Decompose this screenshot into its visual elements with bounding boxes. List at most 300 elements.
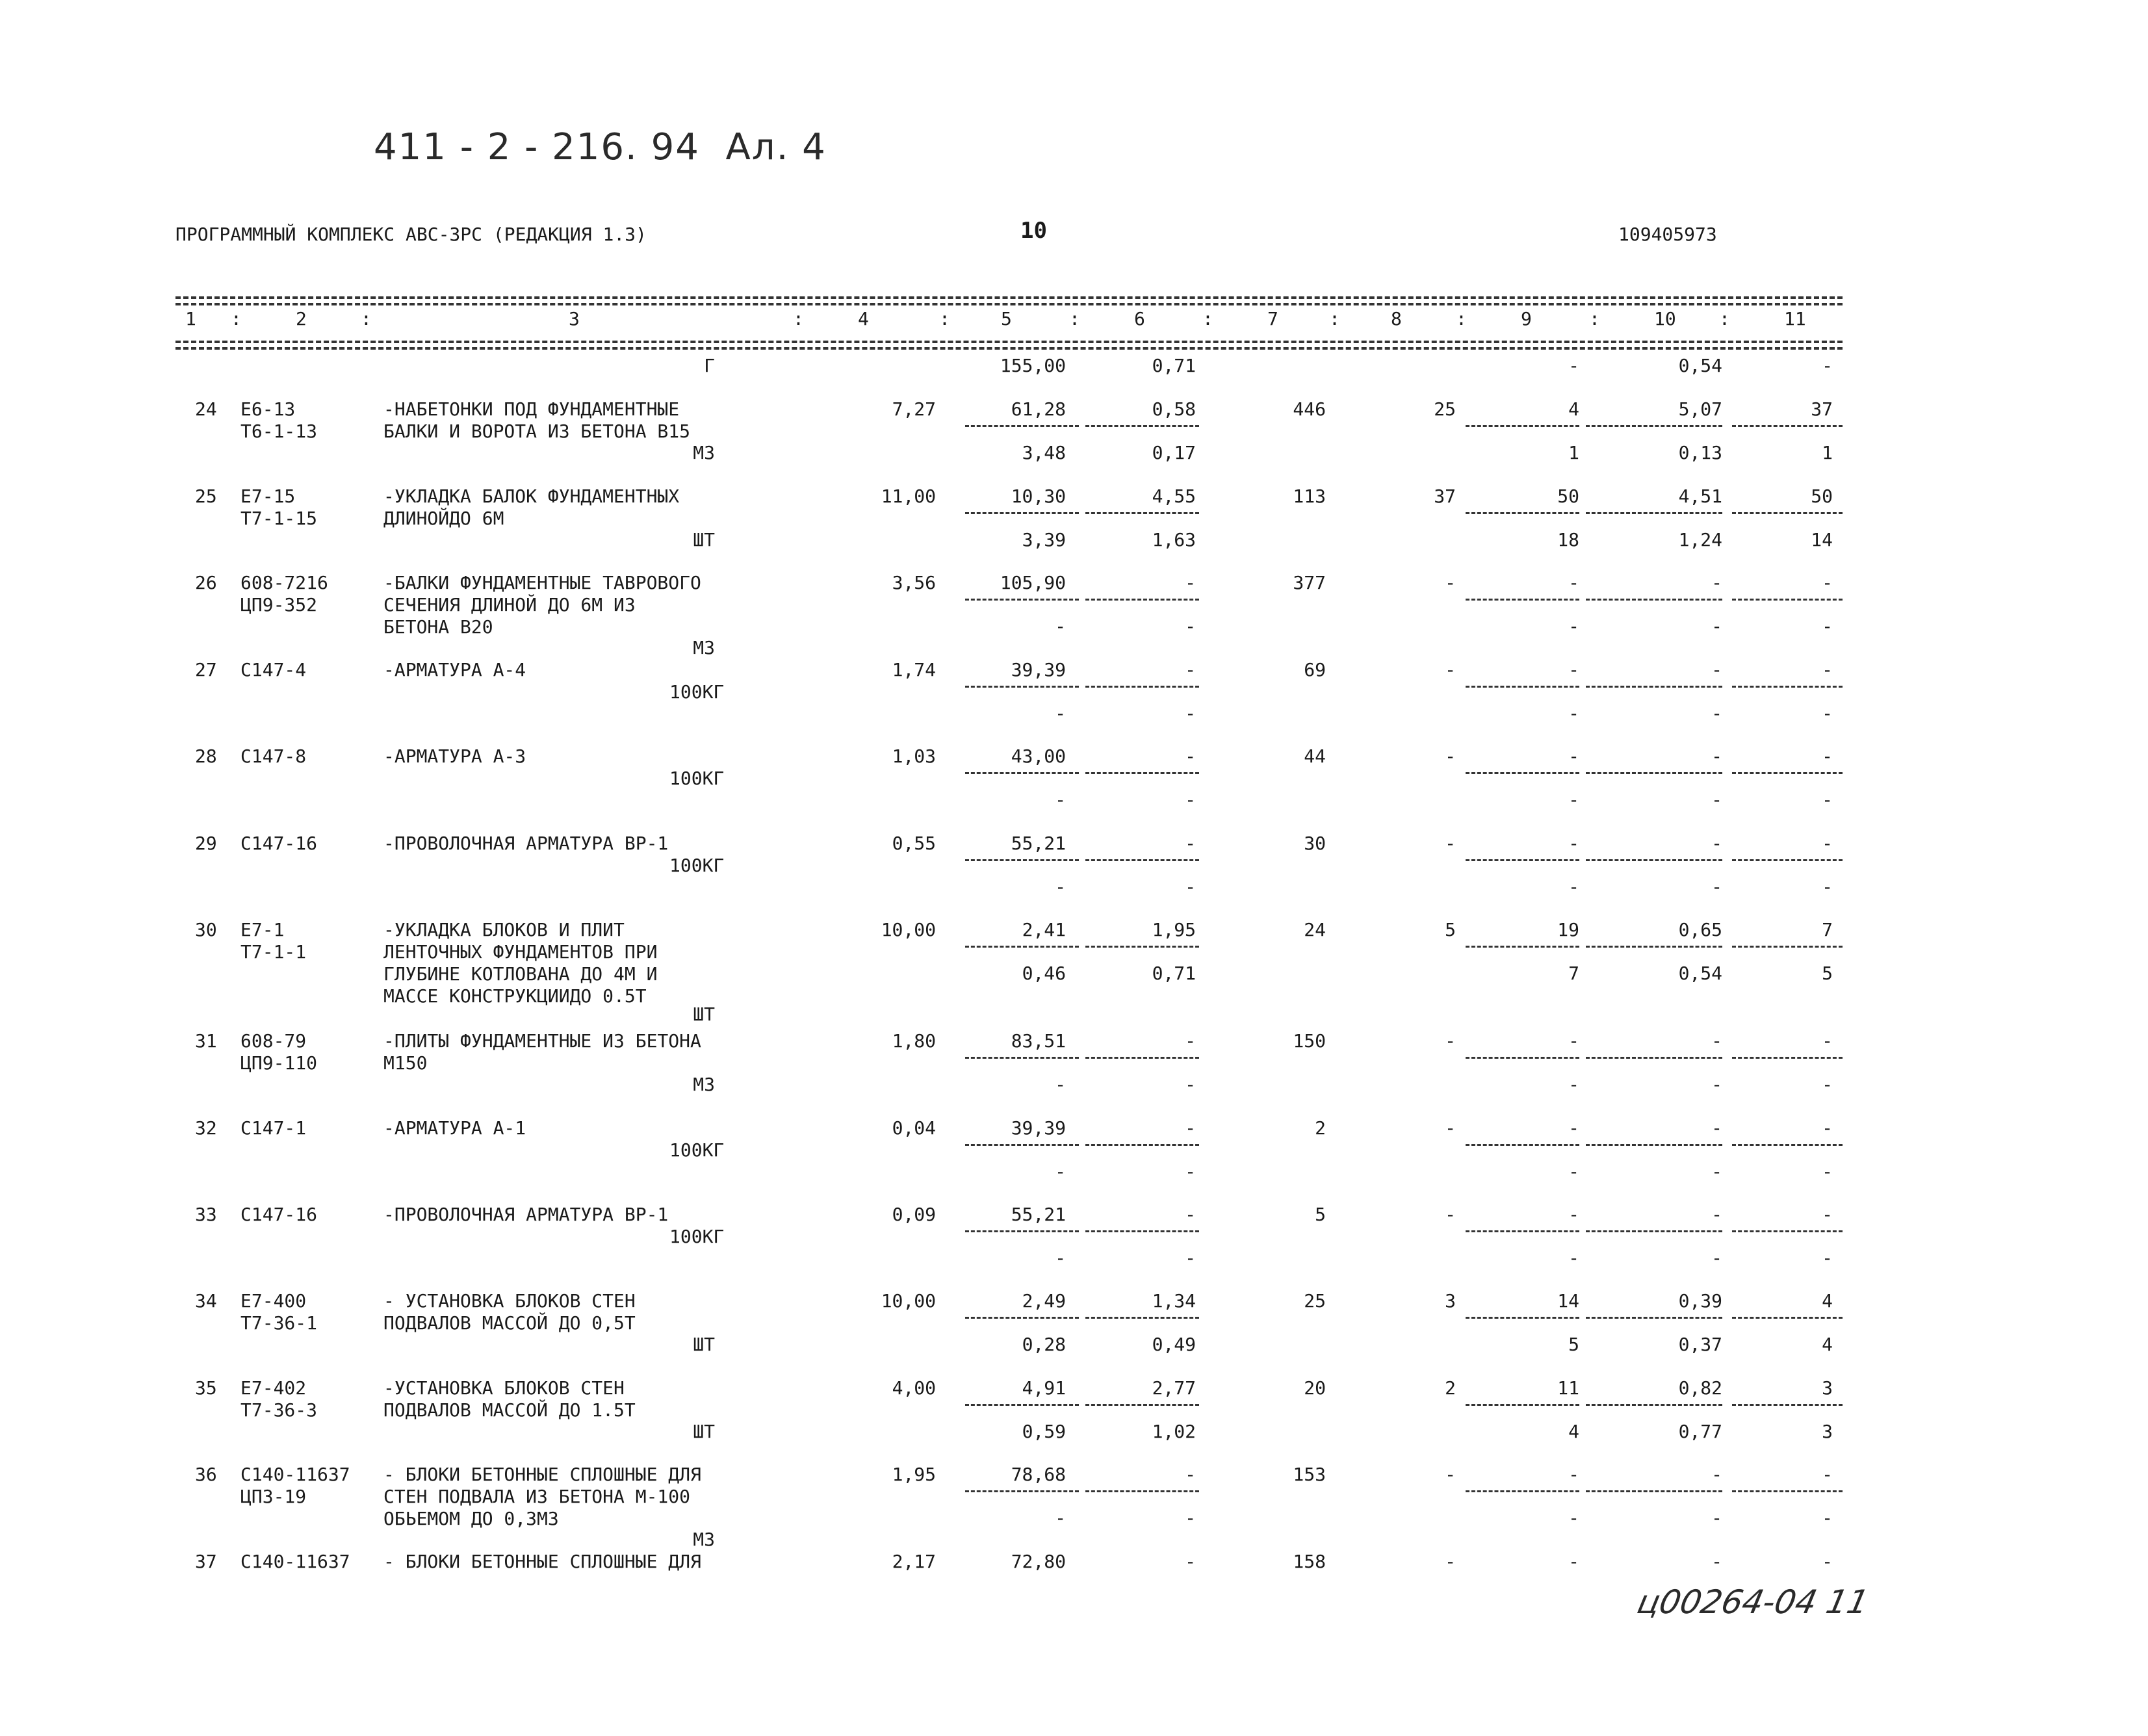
cell-col5: 4,91 [1022,1377,1066,1399]
unit-cell: 100КГ [669,681,725,703]
cell-col4: 1,80 [892,1030,936,1052]
cell-col6-bottom: - [1185,703,1196,724]
fraction-rule [1586,686,1722,688]
fraction-rule [1732,859,1843,861]
description-cell: -АРМАТУРА А-3 [383,745,526,767]
cell-col9: - [1568,745,1579,767]
column-separator: : [231,308,242,330]
fraction-rule [1732,1317,1843,1319]
cell-col9-bottom: - [1568,1247,1579,1269]
cell-col4: 10,00 [881,1290,936,1312]
cell-col7: 158 [1293,1551,1326,1572]
fraction-rule [1732,772,1843,774]
cell-col11-bottom: - [1822,1507,1833,1529]
column-separator: : [793,308,804,330]
cell-col8: - [1445,1117,1456,1139]
cell-col11-bottom: 5 [1822,963,1833,984]
cell-col6: - [1185,572,1196,593]
fraction-rule [1466,1230,1579,1232]
cell-col6-bottom: - [1185,876,1196,898]
cell-col4: 1,74 [892,659,936,680]
cell-col11: 50 [1811,486,1833,507]
cell-col9-bottom: - [1568,615,1579,637]
cell-col9: 4 [1568,398,1579,420]
fraction-rule [965,1144,1079,1146]
code-cell: С147-16 [240,1204,318,1225]
cell-col11: - [1822,659,1833,680]
cell-col7: 113 [1293,486,1326,507]
unit-cell: 100КГ [669,855,725,876]
cell-col4: 1,95 [892,1464,936,1485]
description-cell: ГЛУБИНЕ КОТЛОВАНА ДО 4М И [383,963,658,985]
description-cell: СТЕН ПОДВАЛА ИЗ БЕТОНА М-100 [383,1486,691,1507]
cell-col7: 446 [1293,398,1326,420]
cell-col5: 55,21 [1011,833,1066,854]
row-number: 25 [195,486,217,507]
cell-col6-bottom: - [1185,1247,1196,1269]
code-cell: ЦП3-19 [240,1486,307,1507]
cell-col10: - [1711,745,1722,767]
cell-col11: - [1822,1204,1833,1225]
cell-col6: - [1185,1117,1196,1139]
fraction-rule [1586,772,1722,774]
fraction-rule [1085,1317,1199,1319]
cell-col5-bottom: - [1055,1074,1066,1095]
cell-col5-bottom: 3,48 [1022,442,1066,463]
fraction-rule [1466,1490,1579,1492]
cell-col7: 377 [1293,572,1326,593]
column-header-2: 2 [296,308,307,330]
handwritten-footer: ц00264-04 11 [1633,1583,1872,1621]
cell-col10-bottom: - [1711,1507,1722,1529]
fraction-rule [1586,599,1722,601]
code-cell: С147-4 [240,659,307,680]
fraction-rule [1732,512,1843,514]
cell-col11: 7 [1822,919,1833,940]
fraction-rule [965,599,1079,601]
cell-col10: 0,65 [1678,919,1722,940]
cell-col11: - [1822,355,1833,376]
cell-col7: 69 [1304,659,1326,680]
cell-col6: - [1185,1204,1196,1225]
cell-col4: 3,56 [892,572,936,593]
fraction-rule [1586,425,1722,427]
column-separator: : [1589,308,1600,330]
cell-col6: 1,95 [1152,919,1196,940]
cell-col11: - [1822,833,1833,854]
cell-col9: - [1568,1030,1579,1052]
cell-col10: 4,51 [1678,486,1722,507]
cell-col5: 39,39 [1011,659,1066,680]
cell-col11-bottom: - [1822,1161,1833,1182]
fraction-rule [1586,1490,1722,1492]
cell-col7: 153 [1293,1464,1326,1485]
row-number: 35 [195,1377,217,1399]
cell-col11-bottom: - [1822,1074,1833,1095]
cell-col4: 2,17 [892,1551,936,1572]
cell-col4: 7,27 [892,398,936,420]
cell-col7: 2 [1315,1117,1326,1139]
description-cell: - БЛОКИ БЕТОННЫЕ СПЛОШНЫЕ ДЛЯ [383,1551,701,1572]
code-cell: Т7-1-15 [240,508,318,529]
cell-col5: 155,00 [1000,355,1066,376]
table-rule-header [175,347,1843,350]
cell-col9-bottom: - [1568,1507,1579,1529]
description-cell: ДЛИНОЙДО 6М [383,508,504,529]
fraction-rule [965,1057,1079,1059]
description-cell: - УСТАНОВКА БЛОКОВ СТЕН [383,1290,636,1312]
fraction-rule [965,772,1079,774]
cell-col5-bottom: - [1055,703,1066,724]
cell-col11-bottom: - [1822,876,1833,898]
cell-col8: - [1445,1551,1456,1572]
program-title: ПРОГРАММНЫЙ КОМПЛЕКС АВС-3РС (РЕДАКЦИЯ 1.3) [175,224,647,245]
cell-col8: - [1445,745,1456,767]
cell-col6-bottom: - [1185,789,1196,810]
fraction-rule [1085,512,1199,514]
cell-col5-bottom: - [1055,1247,1066,1269]
column-separator: : [361,308,372,330]
cell-col10-bottom: - [1711,1161,1722,1182]
fraction-rule [1085,859,1199,861]
cell-col5: 55,21 [1011,1204,1066,1225]
cell-col9: - [1568,572,1579,593]
fraction-rule [1732,1230,1843,1232]
cell-col11-bottom: - [1822,615,1833,637]
cell-col6-bottom: 0,71 [1152,963,1196,984]
cell-col11-bottom: 4 [1822,1334,1833,1355]
fraction-rule [965,425,1079,427]
unit-cell: Г [704,355,715,376]
cell-col5-bottom: 0,59 [1022,1421,1066,1442]
cell-col9-bottom: - [1568,876,1579,898]
fraction-rule [1732,1057,1843,1059]
column-separator: : [1069,308,1080,330]
description-cell: -ПРОВОЛОЧНАЯ АРМАТУРА ВР-1 [383,1204,669,1225]
unit-cell: М3 [693,1529,715,1550]
cell-col7: 5 [1315,1204,1326,1225]
cell-col10: - [1711,1030,1722,1052]
description-cell: -УСТАНОВКА БЛОКОВ СТЕН [383,1377,625,1399]
description-cell: -ПРОВОЛОЧНАЯ АРМАТУРА ВР-1 [383,833,669,854]
cell-col10-bottom: - [1711,703,1722,724]
cell-col6: 4,55 [1152,486,1196,507]
table-rule-top [175,296,1843,299]
cell-col10-bottom: - [1711,789,1722,810]
cell-col9: - [1568,1204,1579,1225]
fraction-rule [1085,946,1199,948]
cell-col11: - [1822,1464,1833,1485]
code-cell: С147-8 [240,745,307,767]
fraction-rule [1732,425,1843,427]
unit-cell: 100КГ [669,1139,725,1161]
cell-col5: 83,51 [1011,1030,1066,1052]
cell-col9-bottom: - [1568,1161,1579,1182]
description-cell: СЕЧЕНИЯ ДЛИНОЙ ДО 6М ИЗ [383,594,636,615]
cell-col7: 25 [1304,1290,1326,1312]
unit-cell: 100КГ [669,768,725,789]
cell-col5-bottom: - [1055,1161,1066,1182]
cell-col11: - [1822,1117,1833,1139]
cell-col9-bottom: 4 [1568,1421,1579,1442]
cell-col7: 44 [1304,745,1326,767]
cell-col10: - [1711,1464,1722,1485]
fraction-rule [965,859,1079,861]
fraction-rule [965,1490,1079,1492]
cell-col6: 0,71 [1152,355,1196,376]
description-cell: ОБЬЕМОМ ДО 0,3М3 [383,1508,559,1529]
code-cell: Т6-1-13 [240,421,318,442]
cell-col10-bottom: - [1711,615,1722,637]
fraction-rule [1085,1490,1199,1492]
cell-col6-bottom: 1,63 [1152,529,1196,551]
cell-col9: - [1568,1551,1579,1572]
fraction-rule [1466,946,1579,948]
fraction-rule [1586,1404,1722,1406]
fraction-rule [1732,1490,1843,1492]
cell-col9-bottom: - [1568,703,1579,724]
code-cell: Е7-15 [240,486,296,507]
cell-col9-bottom: - [1568,789,1579,810]
fraction-rule [1466,772,1579,774]
code-cell: С140-11637 [240,1551,350,1572]
fraction-rule [1732,1404,1843,1406]
fraction-rule [1466,599,1579,601]
code-cell: 608-7216 [240,572,328,593]
fraction-rule [1732,1144,1843,1146]
row-number: 26 [195,572,217,593]
cell-col5: 43,00 [1011,745,1066,767]
cell-col9-bottom: 18 [1557,529,1579,551]
cell-col11: 37 [1811,398,1833,420]
fraction-rule [1586,512,1722,514]
fraction-rule [965,512,1079,514]
cell-col6: - [1185,1030,1196,1052]
cell-col5: 10,30 [1011,486,1066,507]
cell-col6: 2,77 [1152,1377,1196,1399]
fraction-rule [1586,946,1722,948]
cell-col5-bottom: - [1055,1507,1066,1529]
description-cell: -АРМАТУРА А-1 [383,1117,526,1139]
cell-col5: 2,49 [1022,1290,1066,1312]
cell-col9: 19 [1557,919,1579,940]
unit-cell: ШТ [693,1004,715,1025]
fraction-rule [1466,1057,1579,1059]
row-number: 30 [195,919,217,940]
code-cell: Е7-400 [240,1290,307,1312]
cell-col5: 78,68 [1011,1464,1066,1485]
cell-col8: 5 [1445,919,1456,940]
cell-col11: - [1822,1030,1833,1052]
cell-col9: - [1568,1117,1579,1139]
unit-cell: М3 [693,1074,715,1095]
fraction-rule [1085,772,1199,774]
column-separator: : [1456,308,1467,330]
cell-col11-bottom: 14 [1811,529,1833,551]
unit-cell: ШТ [693,1421,715,1442]
fraction-rule [1466,1144,1579,1146]
fraction-rule [1466,1317,1579,1319]
unit-cell: ШТ [693,529,715,551]
cell-col8: - [1445,659,1456,680]
cell-col9: 50 [1557,486,1579,507]
code-cell: Т7-1-1 [240,941,307,963]
column-header-8: 8 [1391,308,1402,330]
cell-col8: - [1445,1464,1456,1485]
code-cell: Е7-402 [240,1377,307,1399]
code-cell: С147-1 [240,1117,307,1139]
cell-col8: 2 [1445,1377,1456,1399]
fraction-rule [1085,1144,1199,1146]
column-header-1: 1 [185,308,196,330]
fraction-rule [1466,512,1579,514]
cell-col4: 0,09 [892,1204,936,1225]
cell-col9: - [1568,355,1579,376]
code-cell: 608-79 [240,1030,307,1052]
cell-col5-bottom: - [1055,876,1066,898]
cell-col11: 3 [1822,1377,1833,1399]
cell-col8: 37 [1434,486,1456,507]
column-header-4: 4 [858,308,869,330]
cell-col6-bottom: - [1185,1161,1196,1182]
cell-col5: 72,80 [1011,1551,1066,1572]
description-cell: -ПЛИТЫ ФУНДАМЕНТНЫЕ ИЗ БЕТОНА [383,1030,701,1052]
cell-col9: 11 [1557,1377,1579,1399]
row-number: 24 [195,398,217,420]
description-cell: - БЛОКИ БЕТОННЫЕ СПЛОШНЫЕ ДЛЯ [383,1464,701,1485]
description-cell: ПОДВАЛОВ МАССОЙ ДО 1.5Т [383,1399,636,1421]
column-separator: : [1719,308,1730,330]
cell-col4: 0,04 [892,1117,936,1139]
fraction-rule [1586,859,1722,861]
cell-col10: 0,39 [1678,1290,1722,1312]
fraction-rule [1466,1404,1579,1406]
cell-col10-bottom: 0,37 [1678,1334,1722,1355]
description-cell: МАССЕ КОНСТРУКЦИИДО 0.5Т [383,985,647,1007]
cell-col10: - [1711,659,1722,680]
row-number: 36 [195,1464,217,1485]
cell-col9: 14 [1557,1290,1579,1312]
column-separator: : [1202,308,1213,330]
handwritten-title: 411 - 2 - 216. 94 Ал. 4 [374,126,827,168]
cell-col10-bottom: - [1711,1247,1722,1269]
cell-col7: 20 [1304,1377,1326,1399]
unit-cell: ШТ [693,1334,715,1355]
row-number: 31 [195,1030,217,1052]
column-separator: : [939,308,950,330]
unit-cell: М3 [693,442,715,463]
row-number: 29 [195,833,217,854]
fraction-rule [965,946,1079,948]
cell-col6-bottom: 1,02 [1152,1421,1196,1442]
cell-col10: - [1711,1551,1722,1572]
document-number: 109405973 [1618,224,1717,245]
cell-col6: - [1185,833,1196,854]
column-separator: : [1329,308,1340,330]
cell-col8: - [1445,1204,1456,1225]
cell-col10: 5,07 [1678,398,1722,420]
column-header-6: 6 [1134,308,1145,330]
code-cell: ЦП9-352 [240,594,318,615]
description-cell: ПОДВАЛОВ МАССОЙ ДО 0,5Т [383,1312,636,1334]
code-cell: Т7-36-3 [240,1399,318,1421]
cell-col5: 2,41 [1022,919,1066,940]
cell-col5: 61,28 [1011,398,1066,420]
fraction-rule [1466,859,1579,861]
cell-col8: 25 [1434,398,1456,420]
description-cell: БЕТОНА В20 [383,616,493,638]
cell-col6-bottom: - [1185,1507,1196,1529]
cell-col11-bottom: - [1822,703,1833,724]
table-rule-header [175,341,1843,343]
cell-col11-bottom: - [1822,789,1833,810]
fraction-rule [1085,1057,1199,1059]
cell-col5-bottom: 0,46 [1022,963,1066,984]
cell-col6: 1,34 [1152,1290,1196,1312]
cell-col11: - [1822,1551,1833,1572]
cell-col9-bottom: 7 [1568,963,1579,984]
fraction-rule [1586,1057,1722,1059]
cell-col6-bottom: - [1185,615,1196,637]
fraction-rule [1586,1230,1722,1232]
cell-col8: - [1445,572,1456,593]
description-cell: М150 [383,1052,428,1074]
cell-col9: - [1568,833,1579,854]
cell-col4: 10,00 [881,919,936,940]
fraction-rule [1732,946,1843,948]
cell-col10-bottom: - [1711,1074,1722,1095]
description-cell: -УКЛАДКА БЛОКОВ И ПЛИТ [383,919,625,940]
fraction-rule [1732,599,1843,601]
cell-col9-bottom: 1 [1568,442,1579,463]
cell-col11-bottom: 1 [1822,442,1833,463]
column-header-9: 9 [1521,308,1532,330]
cell-col6: - [1185,1464,1196,1485]
cell-col10-bottom: 0,13 [1678,442,1722,463]
column-header-11: 11 [1784,308,1806,330]
cell-col10-bottom: - [1711,876,1722,898]
fraction-rule [1085,425,1199,427]
cell-col11: 4 [1822,1290,1833,1312]
column-header-5: 5 [1001,308,1012,330]
cell-col4: 4,00 [892,1377,936,1399]
row-number: 27 [195,659,217,680]
cell-col6-bottom: 0,17 [1152,442,1196,463]
cell-col6: - [1185,1551,1196,1572]
cell-col7: 150 [1293,1030,1326,1052]
cell-col10: 0,82 [1678,1377,1722,1399]
cell-col4: 0,55 [892,833,936,854]
description-cell: -УКЛАДКА БАЛОК ФУНДАМЕНТНЫХ [383,486,680,507]
cell-col9-bottom: - [1568,1074,1579,1095]
row-number: 37 [195,1551,217,1572]
description-cell: -АРМАТУРА А-4 [383,659,526,680]
code-cell: Т7-36-1 [240,1312,318,1334]
cell-col6: - [1185,659,1196,680]
row-number: 32 [195,1117,217,1139]
page-number: 10 [1020,218,1047,244]
code-cell: ЦП9-110 [240,1052,318,1074]
description-cell: -НАБЕТОНКИ ПОД ФУНДАМЕНТНЫЕ [383,398,680,420]
cell-col7: 30 [1304,833,1326,854]
cell-col10: - [1711,833,1722,854]
cell-col5-bottom: 3,39 [1022,529,1066,551]
cell-col11-bottom: - [1822,1247,1833,1269]
fraction-rule [1586,1144,1722,1146]
cell-col10-bottom: 0,77 [1678,1421,1722,1442]
cell-col5-bottom: - [1055,789,1066,810]
cell-col10: - [1711,1204,1722,1225]
